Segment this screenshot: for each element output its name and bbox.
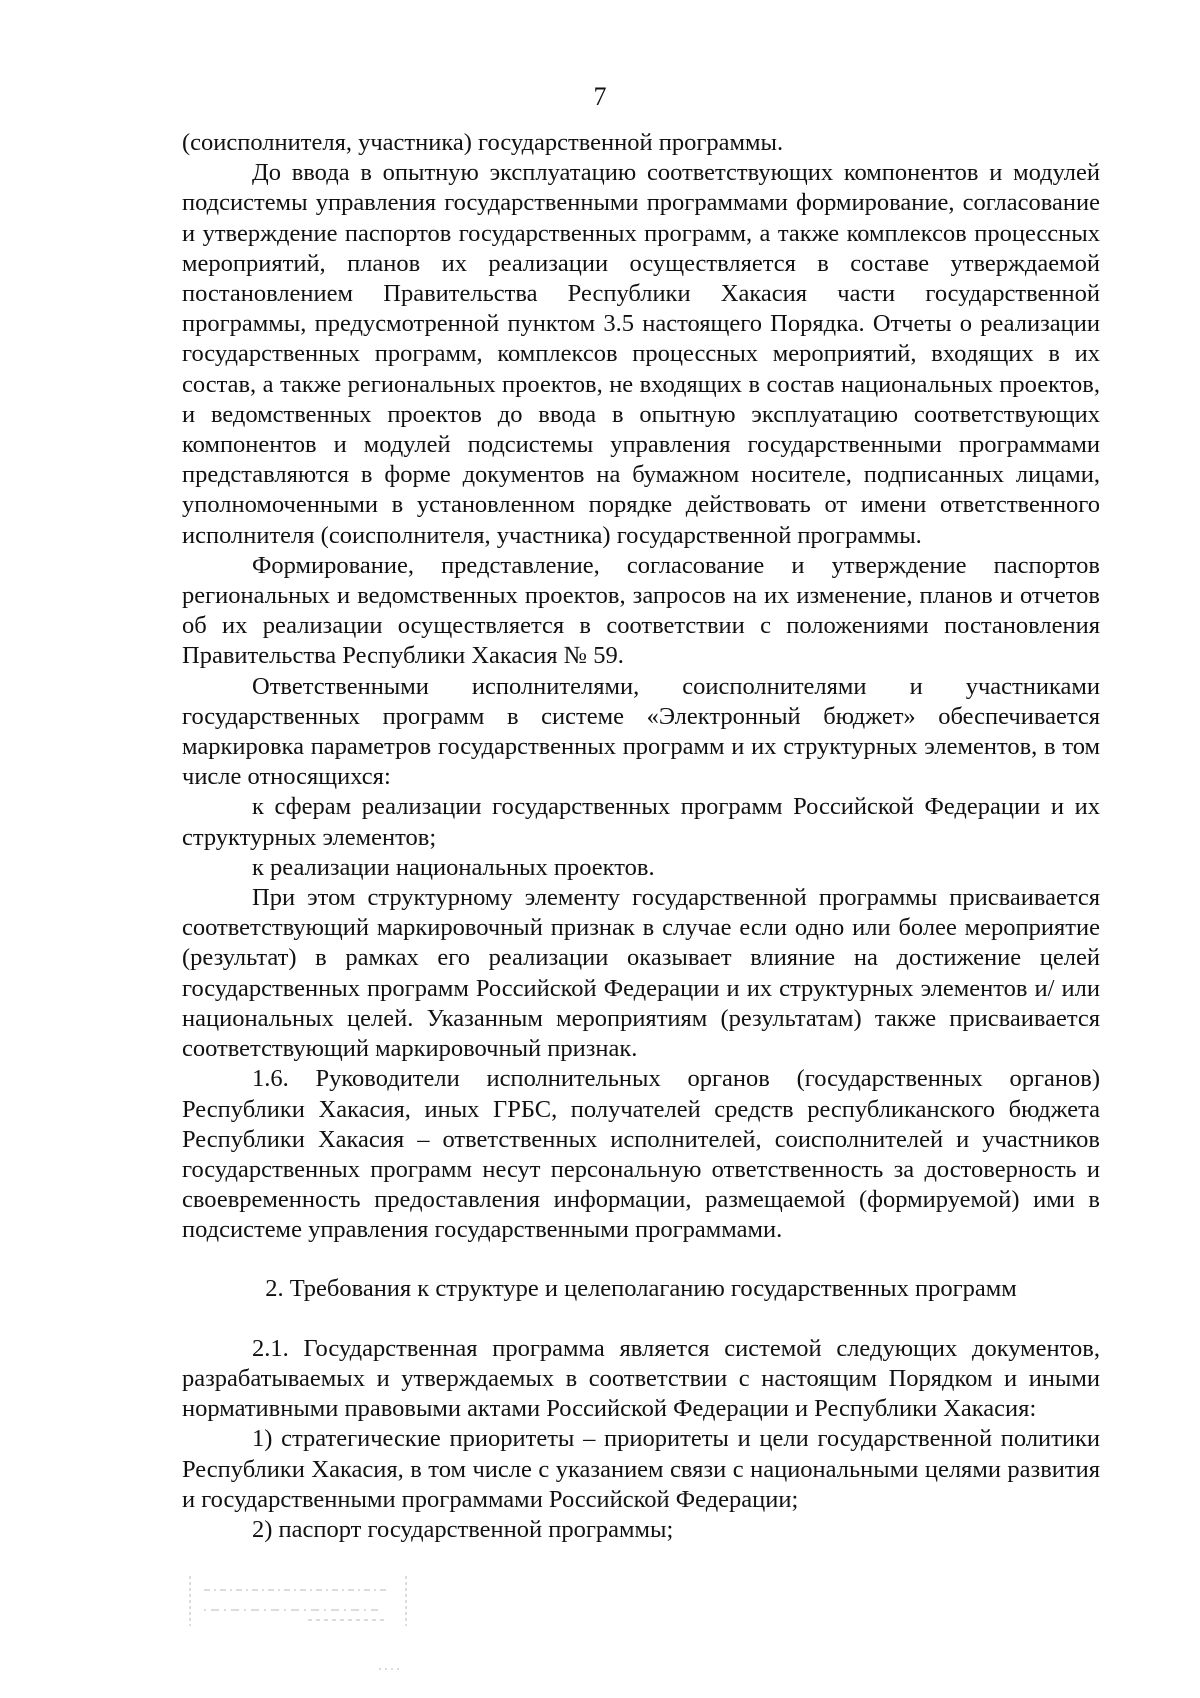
paragraph: 2.1. Государственная программа является системой следующих документов, разрабатываемых и утверждаемых в соответствии с настоящим Порядком и иными нормативными правовыми актами Российской Федерации и Республики Хакасия: <box>182 1334 1100 1423</box>
paragraph: Формирование, представление, согласование и утверждение паспортов региональных и ведомственных проектов, запросов на их изменение, планов и отчетов об их реализации осуществляется в соответствии с положениями постановления Правительства Республики Хакасия № 59. <box>182 551 1100 670</box>
page-number: 7 <box>593 82 607 111</box>
document-body <box>182 128 1100 1545</box>
paragraph: До ввода в опытную эксплуатацию соответствующих компонентов и модулей подсистемы управления государственными программами формирование, согласование и утверждение паспортов государственных программ, а также комплексов процессных мероприятий, планов их реализации осуществляется в составе утверждаемой постановлением Правительства Республики Хакасия части государственной программы, предусмотренной пунктом 3.5 настоящего Порядка. Отчеты о реализации государственных программ, комплексов процессных мероприятий, входящих в их состав, а также региональных проектов, не входящих в состав национальных проектов, и ведомственных проектов до ввода в опытную эксплуатацию соответствующих компонентов и модулей подсистемы управления государственными программами представляются в форме документов на бумажном носителе, подписанных лицами, уполномоченными в установленном порядке действовать от имени ответственного исполнителя (соисполнителя, участника) государственной программы. <box>182 159 1100 549</box>
faint-dots-mark <box>378 1666 402 1672</box>
paragraph: к сферам реализации государственных программ Российской Федерации и их структурных элементов; <box>182 793 1100 851</box>
paragraph: Ответственными исполнителями, соисполнителями и участниками государственных программ в системе «Электронный бюджет» обеспечивается маркировка параметров государственных программ и их структурных элементов, в том числе относящихся: <box>182 672 1100 791</box>
faint-stamp-mark <box>188 1572 408 1630</box>
paragraph: При этом структурному элементу государственной программы присваивается соответствующий маркировочный признак в случае если одно или более мероприятие (результат) в рамках его реализации оказывает влияние на достижение целей государственных программ Российской Федерации и их структурных элементов и/ или национальных целей. Указанным мероприятиям (результатам) также присваивается соответствующий маркировочный признак. <box>182 884 1100 1063</box>
paragraph: 2) паспорт государственной программы; <box>252 1515 674 1543</box>
section-heading: 2. Требования к структуре и целеполаганию государственных программ <box>265 1274 1017 1302</box>
paragraph: к реализации национальных проектов. <box>252 853 655 881</box>
paragraph: (соисполнителя, участника) государственной программы. <box>182 129 784 156</box>
paragraph: 1) стратегические приоритеты – приоритеты и цели государственной политики Республики Хакасия, в том числе с указанием связи с национальными целями развития и государственными программами Российской Федерации; <box>182 1425 1100 1513</box>
paragraph: 1.6. Руководители исполнительных органов (государственных органов) Республики Хакасия, иных ГРБС, получателей средств республиканского бюджета Республики Хакасия – ответственных исполнителей, соисполнителей и участников государственных программ несут персональную ответственность за достоверность и своевременность предоставления информации, размещаемой (формируемой) ими в подсистеме управления государственными программами. <box>182 1065 1100 1244</box>
